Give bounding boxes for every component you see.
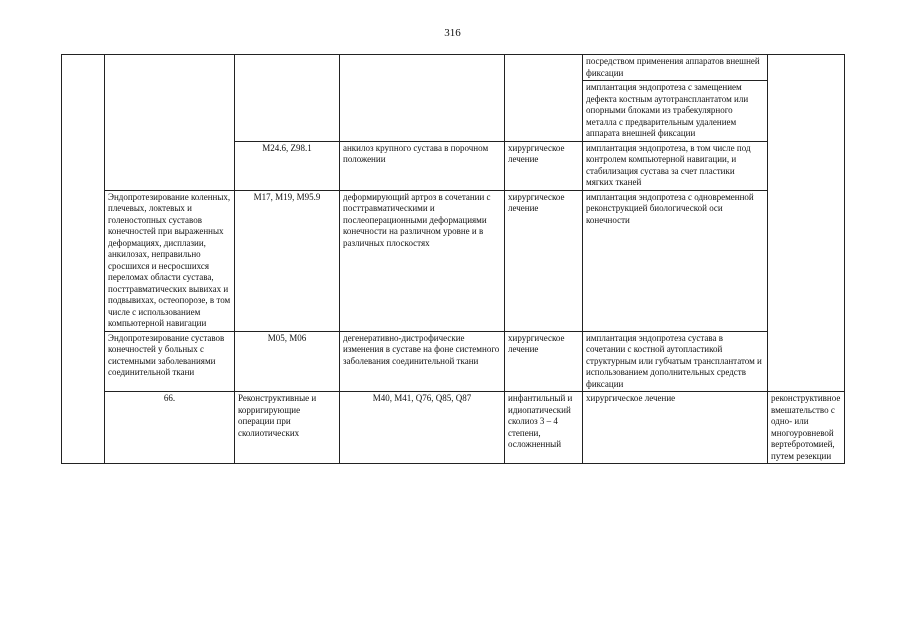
name-cell: Эндопротезирование коленных, плечевых, локтевых и голеностопных суставов конечностей при выраженных деформациях, дисплазии, анкилозах, неправильно сросшихся и несросшихся переломах области сустава, посттравматических вывихах и подвывихах, остеопорозе, в том числе с использованием компьютерной навигации xyxy=(105,190,235,331)
method-cell: имплантация эндопротеза сустава в сочетании с костной аутопластикой структурным или губчатым трансплантатом и использованием дополнительных средств фиксации xyxy=(583,331,768,392)
model-cell: инфантильный и идиопатический сколиоз 3 – 4 степени, осложненный xyxy=(505,392,583,464)
codes-cell xyxy=(235,55,340,142)
codes-cell: M24.6, Z98.1 xyxy=(235,141,340,190)
codes-cell: M17, M19, M95.9 xyxy=(235,190,340,331)
treatment-cell: хирургическое лечение xyxy=(505,190,583,331)
model-cell: дегенеративно-дистрофические изменения в суставе на фоне системного заболевания соединительной ткани xyxy=(340,331,505,392)
codes-cell: M05, M06 xyxy=(235,331,340,392)
document-table xyxy=(61,54,845,464)
method-cell: имплантация эндопротеза, в том числе под контролем компьютерной навигации, и стабилизация сустава за счет пластики мягких тканей xyxy=(583,141,768,190)
table-row xyxy=(62,55,845,81)
name-cell: Эндопротезирование суставов конечностей у больных с системными заболеваниями соединительной ткани xyxy=(105,331,235,392)
table-row xyxy=(62,331,845,392)
table-row xyxy=(62,392,845,464)
page-number: 316 xyxy=(444,27,461,39)
name-cell: Реконструктивные и корригирующие операции при сколиотических xyxy=(235,392,340,464)
method-cell: реконструктивное вмешательство с одно- или многоуровневой вертебротомией, путем резекции xyxy=(768,392,845,464)
treatment-cell: хирургическое лечение xyxy=(583,392,768,464)
row-number-cell: 66. xyxy=(105,392,235,464)
model-cell xyxy=(340,55,505,142)
price-cell xyxy=(768,55,845,392)
table-row xyxy=(62,190,845,331)
method-cell: имплантация эндопротеза с одновременной реконструкцией биологической оси конечности xyxy=(583,190,768,331)
model-cell: анкилоз крупного сустава в порочном положении xyxy=(340,141,505,190)
codes-cell: M40, M41, Q76, Q85, Q87 xyxy=(340,392,505,464)
method-cell: посредством применения аппаратов внешней фиксации xyxy=(583,55,768,81)
row-number-cell xyxy=(62,55,105,464)
treatment-cell xyxy=(505,55,583,142)
model-cell: деформирующий артроз в сочетании с посттравматическими и послеоперационными деформациями конечности на различном уровне и в различных плоскостях xyxy=(340,190,505,331)
method-cell: имплантация эндопротеза с замещением дефекта костным аутотрансплантатом или опорными блоками из трабекулярного металла с предварительным удалением аппарата внешней фиксации xyxy=(583,81,768,142)
treatment-cell: хирургическое лечение xyxy=(505,141,583,190)
treatment-cell: хирургическое лечение xyxy=(505,331,583,392)
name-cell xyxy=(105,55,235,191)
